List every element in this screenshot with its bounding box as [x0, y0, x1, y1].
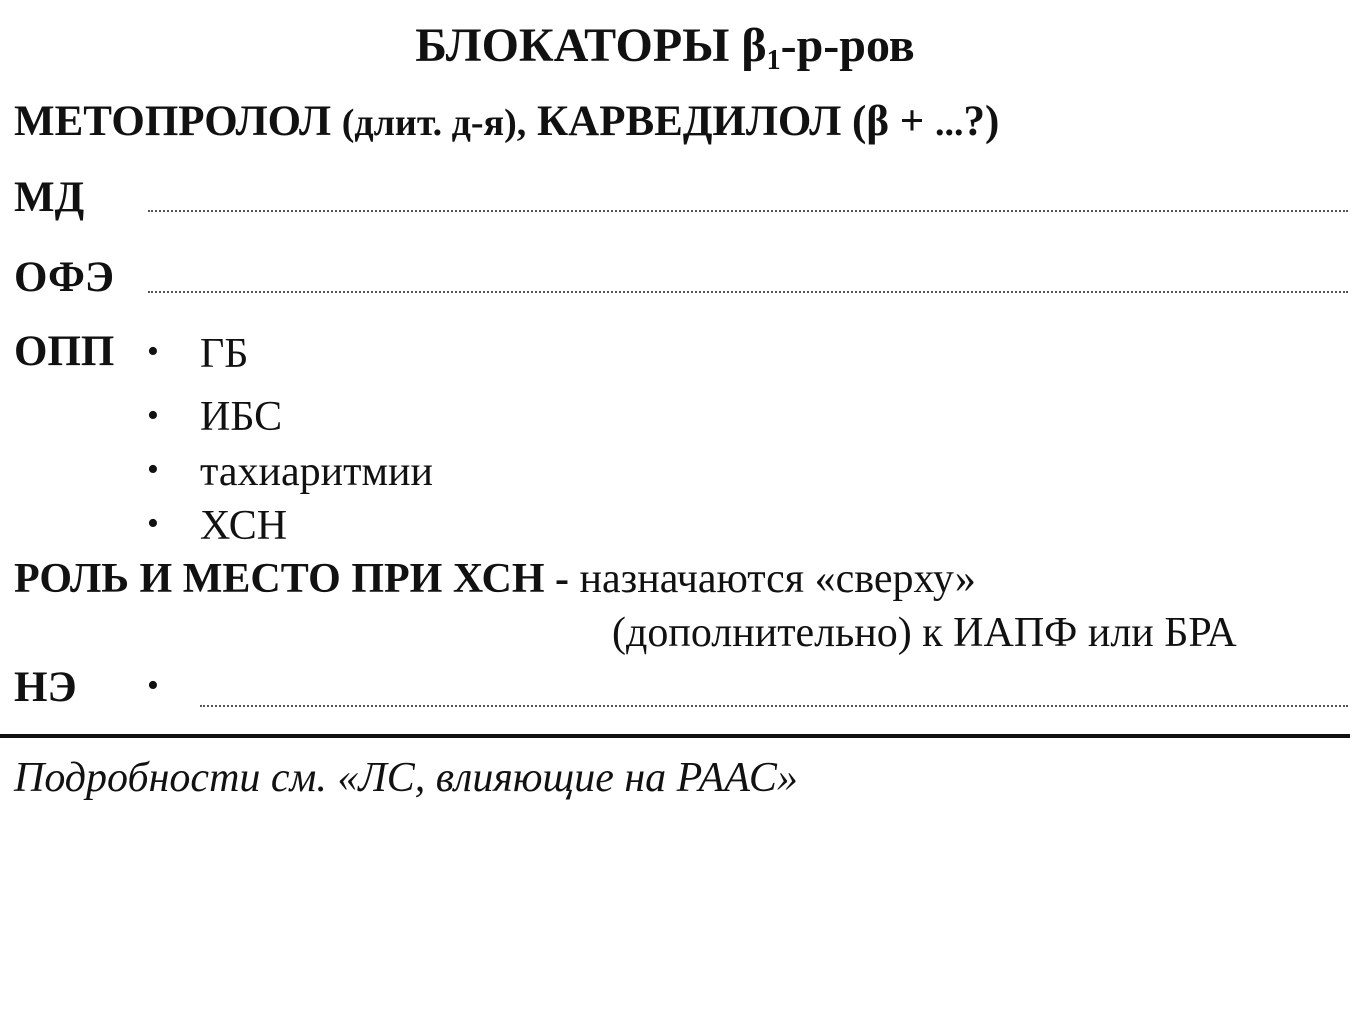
label-opp: ОПП [14, 328, 115, 375]
role-line [14, 553, 976, 605]
indication-item: ИБС [200, 394, 283, 440]
drug-carvedilol: КАРВЕДИЛОЛ (β + [536, 98, 935, 145]
indication-item: ХСН [200, 503, 288, 549]
bullet: • [147, 333, 159, 370]
page-title: БЛОКАТОРЫ $\beta_1-р$-ров [415, 19, 915, 76]
title-subscript: 1 [766, 45, 781, 76]
role-text: назначаются «сверху» [579, 556, 976, 602]
drug-carvedilol-end: ?) [963, 98, 1000, 145]
label-md: МД [14, 174, 85, 221]
indication-item: ГБ [200, 331, 249, 377]
bullet: • [147, 397, 159, 434]
ne-dotted-line [200, 705, 1348, 707]
indication-item: тахиаритмии [200, 449, 433, 495]
divider [0, 734, 1350, 738]
label-ofe: ОФЭ [14, 254, 115, 301]
md-dotted-line [148, 210, 1348, 212]
role-line-2: (дополнительно) к ИАПФ или БРА [612, 610, 1237, 656]
role-label: РОЛЬ И МЕСТО ПРИ ХСН - [14, 556, 580, 602]
footer-note: Подробности см. «ЛС, влияющие на РААС» [14, 755, 798, 801]
drug-metoprolol: МЕТОПРОЛОЛ [14, 98, 331, 145]
label-ne: НЭ [14, 664, 77, 711]
drug-carvedilol-note: ... [935, 102, 964, 144]
drug-list [14, 96, 999, 149]
ofe-dotted-line [148, 291, 1348, 293]
drug-metoprolol-note: (длит. д-я), [341, 102, 527, 144]
bullet: • [147, 505, 159, 542]
bullet: • [147, 451, 159, 488]
bullet: • [147, 667, 159, 704]
